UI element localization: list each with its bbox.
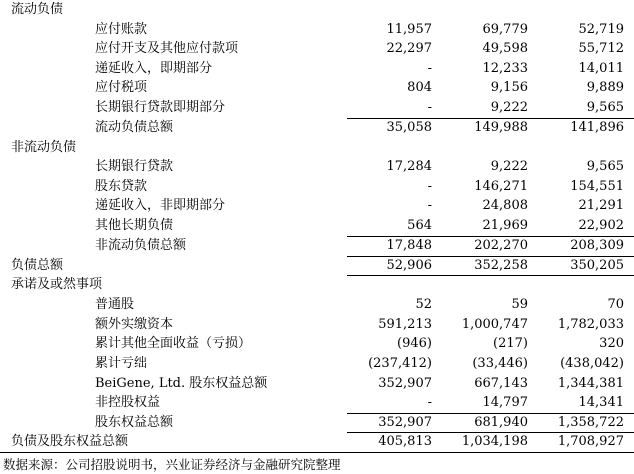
- table-row: [0, 98, 634, 118]
- cell-value: -: [427, 60, 432, 76]
- cell-value: 149,988: [474, 119, 528, 135]
- table-row: [0, 315, 634, 335]
- row-label: 其他长期负债: [95, 218, 174, 233]
- cell-value: 59: [511, 297, 528, 313]
- cell-value: 12,233: [482, 60, 528, 76]
- cell-value: 9,889: [586, 80, 624, 96]
- row-label: 应付税项: [95, 80, 148, 96]
- cell-value: 49,598: [482, 41, 528, 57]
- cell-value: 17,848: [386, 237, 432, 253]
- cell-value: 9,565: [586, 159, 624, 175]
- cell-value: 141,896: [570, 119, 624, 135]
- cell-value: (438,042): [560, 356, 624, 371]
- cell-value: 55,712: [578, 41, 624, 57]
- row-label: 递延收入，即期部分: [95, 60, 213, 76]
- cell-value: 667,143: [474, 375, 528, 391]
- cell-value: 1,358,722: [557, 414, 624, 430]
- row-label: 累计其他全面收益（亏损）: [95, 336, 252, 352]
- cell-value: 320: [599, 336, 624, 352]
- row-label: BeiGene, Ltd. 股东权益总额: [95, 375, 268, 391]
- cell-value: 9,156: [490, 80, 528, 96]
- cell-value: 11,957: [386, 21, 432, 37]
- subtotal-rule: [347, 118, 634, 119]
- subtotal-rule: [347, 256, 634, 257]
- subtotal-rule: [347, 236, 634, 237]
- cell-value: 9,565: [586, 100, 624, 115]
- table-row: [0, 39, 634, 59]
- table-row: [0, 118, 634, 138]
- cell-value: 14,341: [578, 395, 624, 411]
- cell-value: 1,034,198: [461, 434, 528, 450]
- cell-value: 70: [607, 297, 624, 313]
- cell-value: 154,551: [570, 178, 624, 194]
- table-row: [0, 236, 634, 256]
- cell-value: 564: [407, 218, 432, 233]
- table-row: [0, 256, 634, 276]
- cell-value: 9,222: [490, 159, 528, 175]
- table-row: [0, 138, 634, 158]
- cell-value: 14,011: [578, 60, 624, 76]
- table-row: [0, 216, 634, 236]
- table-row: [0, 177, 634, 197]
- cell-value: 202,270: [474, 237, 528, 253]
- cell-value: 21,291: [578, 198, 624, 214]
- table-row: [0, 78, 634, 98]
- row-label: 非流动负债总额: [95, 237, 187, 253]
- table-row: [0, 374, 634, 394]
- row-label: 普通股: [95, 297, 135, 313]
- bottom-rule: [0, 452, 634, 453]
- row-label: 流动负债总额: [95, 119, 174, 135]
- cell-value: 146,271: [474, 178, 528, 194]
- row-label: 额外实缴资本: [95, 316, 174, 332]
- cell-value: 24,808: [482, 198, 528, 214]
- table-row: [0, 413, 634, 433]
- cell-value: 69,779: [482, 21, 528, 37]
- row-label: 应付开支及其他应付款项: [95, 41, 239, 57]
- cell-value: 208,309: [570, 237, 624, 253]
- cell-value: 22,902: [578, 218, 624, 233]
- row-label: 股东权益总额: [95, 414, 174, 430]
- cell-value: 52,906: [386, 257, 432, 273]
- row-label: 长期银行贷款: [95, 159, 174, 175]
- row-label: 非控股权益: [95, 395, 161, 411]
- table-row: [0, 275, 634, 295]
- cell-value: 1,782,033: [557, 316, 624, 332]
- cell-value: 22,297: [386, 41, 432, 57]
- cell-value: 352,258: [474, 257, 528, 273]
- cell-value: 1,344,381: [557, 375, 624, 391]
- cell-value: -: [427, 198, 432, 214]
- table-row: [0, 196, 634, 216]
- row-label: 应付账款: [95, 21, 148, 37]
- cell-value: 21,969: [482, 218, 528, 233]
- subtotal-rule: [347, 432, 634, 433]
- subtotal-rule: [347, 413, 634, 414]
- source-note: 数据来源：公司招股说明书，兴业证券经济与金融研究院整理: [3, 457, 341, 472]
- cell-value: -: [427, 395, 432, 411]
- cell-value: 352,907: [378, 414, 432, 430]
- row-label: 负债总额: [11, 257, 64, 273]
- cell-value: -: [427, 178, 432, 194]
- table-row: [0, 0, 634, 20]
- table-row: [0, 20, 634, 40]
- table-row: [0, 157, 634, 177]
- table-row: [0, 432, 634, 452]
- cell-value: 405,813: [378, 434, 432, 450]
- cell-value: 35,058: [386, 119, 432, 135]
- cell-value: 17,284: [386, 159, 432, 175]
- cell-value: 591,213: [378, 316, 432, 332]
- cell-value: 1,000,747: [461, 316, 528, 332]
- table-row: [0, 295, 634, 315]
- cell-value: 52,719: [578, 21, 624, 37]
- cell-value: 350,205: [570, 257, 624, 273]
- total-rule: [347, 275, 634, 276]
- table-row: [0, 354, 634, 374]
- cell-value: -: [427, 100, 432, 115]
- row-label: 流动负债: [11, 2, 64, 17]
- cell-value: 52: [415, 297, 432, 313]
- cell-value: (217): [493, 336, 528, 352]
- cell-value: 14,797: [482, 395, 528, 411]
- table-row: [0, 393, 634, 413]
- row-label: 承诺及或然事项: [11, 277, 103, 293]
- row-label: 长期银行贷款即期部分: [95, 100, 226, 115]
- cell-value: 352,907: [378, 375, 432, 391]
- row-label: 非流动负债: [11, 139, 77, 155]
- row-label: 递延收入，非即期部分: [95, 198, 226, 214]
- row-label: 股东贷款: [95, 178, 148, 194]
- cell-value: (237,412): [368, 356, 432, 371]
- cell-value: 1,708,927: [557, 434, 624, 450]
- row-label: 负债及股东权益总额: [11, 434, 129, 450]
- cell-value: 804: [407, 80, 432, 96]
- row-label: 累计亏绌: [95, 356, 148, 371]
- table-row: [0, 334, 634, 354]
- cell-value: (946): [397, 336, 432, 352]
- cell-value: (33,446): [472, 356, 528, 371]
- table-row: [0, 59, 634, 79]
- cell-value: 9,222: [490, 100, 528, 115]
- cell-value: 681,940: [474, 414, 528, 430]
